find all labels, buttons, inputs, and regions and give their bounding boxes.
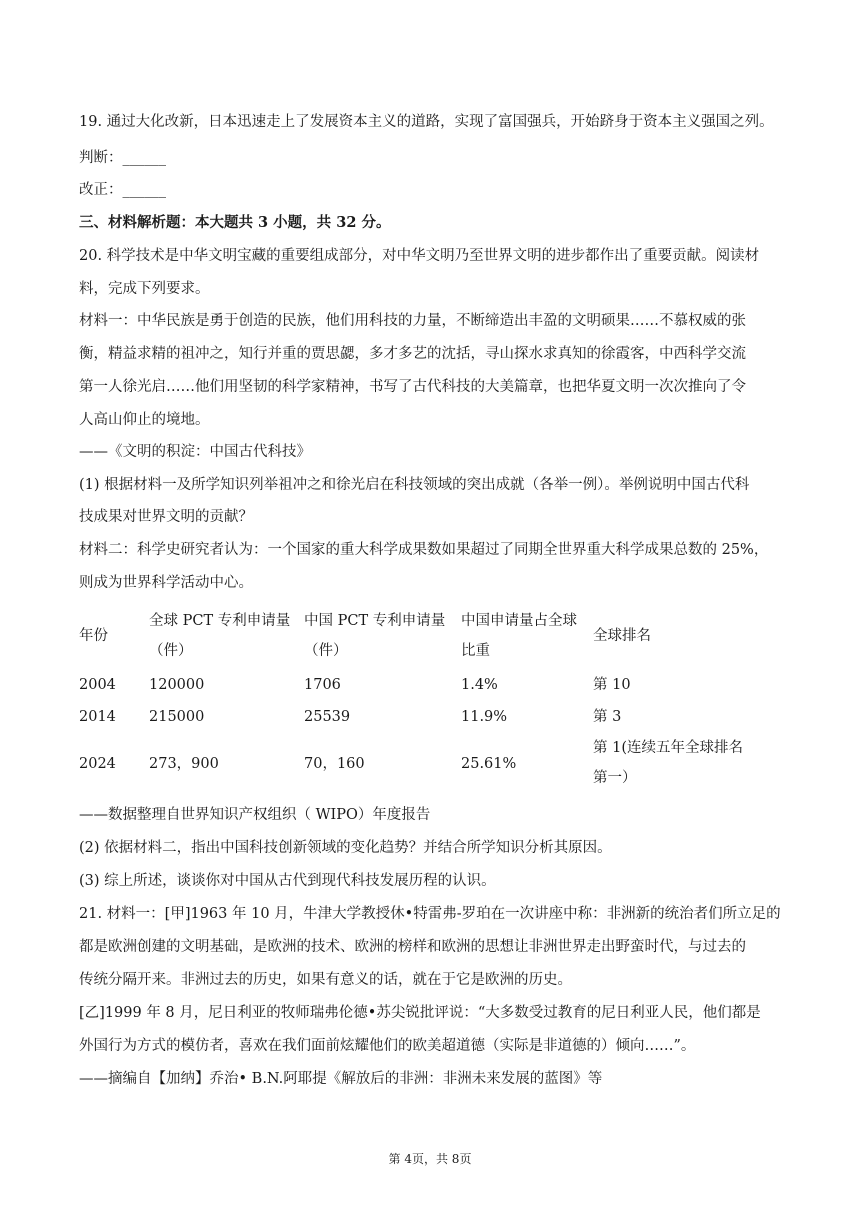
table-cell: 11.9% — [461, 709, 508, 725]
judge-blank: 判断：______ — [79, 150, 166, 166]
table-cell: 120000 — [149, 677, 205, 693]
table-cell: 273，900 — [149, 756, 219, 772]
section-3-heading: 三、材料解析题：本大题共 3 小题，共 32 分。 — [79, 214, 391, 231]
question-20-line-2: 料，完成下列要求。 — [79, 281, 210, 297]
material-1-line-4: 人高山仰止的境地。 — [79, 412, 210, 428]
material-2-line-2: 则成为世界科学活动中心。 — [79, 575, 253, 591]
question-19: 19. 通过大化改新，日本迅速走上了发展资本主义的道路，实现了富国强兵，开始跻身于资本主义强国之列。 — [79, 114, 774, 130]
table-cell: 70，160 — [304, 756, 365, 772]
material-1-line-3: 第一人徐光启……他们用坚韧的科学家精神，书写了古代科技的大美篇章，也把华夏文明一次次推向了令 — [79, 379, 746, 395]
table-header-global-pct: 全球 PCT 专利申请量 （件） — [149, 613, 291, 659]
table-cell: 第 1(连续五年全球排名 第一） — [593, 740, 743, 786]
table-header-china-share: 中国申请量占全球 比重 — [461, 613, 577, 659]
table-cell: 1706 — [304, 677, 341, 693]
question-20-part-1-line-1: (1) 根据材料一及所学知识列举祖冲之和徐光启在科技领域的突出成就（各举一例）。举例说明中国古代科 — [79, 477, 750, 493]
table-header-year: 年份 — [79, 628, 108, 644]
table-cell: 第 10 — [593, 677, 631, 693]
question-21-line-5: 外国行为方式的模仿者，喜欢在我们面前炫耀他们的欧美超道德（实际是非道德的）倾向……”。 — [79, 1038, 696, 1054]
question-21-line-2: 都是欧洲创建的文明基础，是欧洲的技术、欧洲的榜样和欧洲的思想让非洲世界走出野蛮时代，与过去的 — [79, 939, 746, 955]
table-header-rank: 全球排名 — [593, 628, 651, 644]
table-cell: 1.4% — [461, 677, 498, 693]
material-2-line-1: 材料二：科学史研究者认为：一个国家的重大科学成果数如果超过了同期全世界重大科学成果总数的 25%， — [79, 542, 769, 558]
table-cell: 2024 — [79, 756, 116, 772]
correct-blank: 改正：______ — [79, 182, 166, 198]
material-1-line-1: 材料一：中华民族是勇于创造的民族，他们用科技的力量，不断缔造出丰盈的文明硕果……不慕权威的张 — [79, 313, 746, 329]
table-header-china-pct: 中国 PCT 专利申请量 （件） — [304, 613, 446, 659]
table-cell: 第 3 — [593, 709, 622, 725]
question-21-line-4: [乙]1999 年 8 月，尼日利亚的牧师瑞弗伦德•苏尖锐批评说：“大多数受过教育的尼日利亚人民，他们都是 — [79, 1005, 761, 1021]
question-21-line-3: 传统分隔开来。非洲过去的历史，如果有意义的话，就在于它是欧洲的历史。 — [79, 972, 572, 988]
question-20-part-3: (3) 综上所述，谈谈你对中国从古代到现代科技发展历程的认识。 — [79, 873, 496, 889]
question-21-line-1: 21. 材料一：[甲]1963 年 10 月，牛津大学教授休•特雷弗-罗珀在一次讲座中称：非洲新的统治者们所立足的 — [79, 906, 781, 922]
question-20-line-1: 20. 科学技术是中华文明宝藏的重要组成部分，对中华文明乃至世界文明的进步都作出了重要贡献。阅读材 — [79, 248, 760, 264]
table-cell: 25.61% — [461, 756, 517, 772]
question-20-part-1-line-2: 技成果对世界文明的贡献？ — [79, 509, 253, 525]
table-cell: 2004 — [79, 677, 116, 693]
table-source: ——数据整理自世界知识产权组织（ WIPO）年度报告 — [79, 807, 431, 823]
table-cell: 25539 — [304, 709, 351, 725]
question-21-source: ——摘编自【加纳】乔治• B.N.阿耶提《解放后的非洲：非洲未来发展的蓝图》等 — [79, 1071, 603, 1087]
table-cell: 215000 — [149, 709, 205, 725]
page-footer: 第 4页，共 8页 — [388, 1152, 472, 1166]
material-1-line-2: 衡，精益求精的祖冲之，知行并重的贾思勰，多才多艺的沈括，寻山探水求真知的徐霞客，中西科学交流 — [79, 346, 746, 362]
table-cell: 2014 — [79, 709, 116, 725]
material-1-source: ——《文明的积淀：中国古代科技》 — [79, 444, 311, 460]
question-20-part-2: (2) 依据材料二，指出中国科技创新领域的变化趋势？并结合所学知识分析其原因。 — [79, 840, 612, 856]
